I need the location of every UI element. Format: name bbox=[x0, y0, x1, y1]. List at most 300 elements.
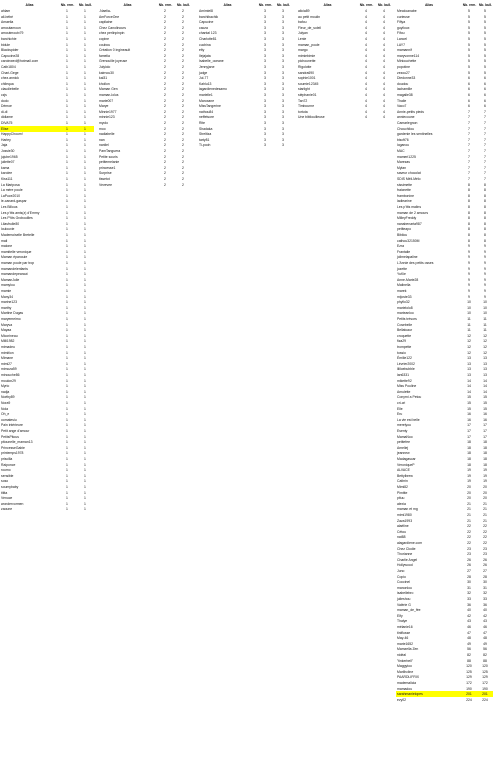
nb-bull-cell: 3 bbox=[282, 132, 284, 137]
nb-rem-cell: 8 bbox=[468, 216, 470, 221]
nb-bull-cell: 5 bbox=[484, 53, 486, 58]
nb-rem-cell: 1 bbox=[66, 53, 68, 58]
nb-bull-cell: 5 bbox=[484, 42, 486, 47]
nb-bull-cell: 21 bbox=[483, 501, 487, 506]
nb-rem-cell: 4 bbox=[365, 87, 367, 92]
nb-bull-cell: 1 bbox=[84, 490, 86, 495]
nb-bull-cell: 1 bbox=[84, 109, 86, 114]
nb-rem-cell: 1 bbox=[66, 468, 68, 473]
nb-rem-cell: 5 bbox=[468, 20, 470, 25]
column-header-alias: Alias bbox=[123, 3, 132, 7]
nb-bull-cell: 4 bbox=[383, 104, 385, 109]
nb-rem-cell: 1 bbox=[66, 31, 68, 36]
nb-bull-cell: 1 bbox=[84, 70, 86, 75]
alias-cell: mali bbox=[1, 238, 8, 243]
alias-cell: soso bbox=[1, 479, 9, 484]
nb-bull-cell: 20 bbox=[483, 485, 487, 489]
nb-bull-cell: 82 bbox=[483, 653, 487, 657]
nb-bull-cell: 3 bbox=[282, 37, 284, 41]
nb-rem-cell: 3 bbox=[264, 93, 266, 97]
alias-cell: le-canard-gaspar bbox=[1, 199, 27, 204]
alias-cell: princesse1 bbox=[99, 165, 116, 170]
alias-cell: Madagascar bbox=[397, 457, 416, 461]
alias-cell: Mimane bbox=[1, 356, 14, 361]
nb-bull-cell: 1 bbox=[84, 389, 86, 394]
nb-bull-cell: 4 bbox=[383, 59, 385, 64]
nb-bull-cell: 19 bbox=[483, 479, 487, 484]
nb-bull-cell: 3 bbox=[282, 76, 284, 81]
nb-rem-cell: 10 bbox=[467, 311, 471, 316]
alias-cell: fiza29 bbox=[397, 339, 407, 344]
nb-bull-cell: 1 bbox=[84, 429, 86, 433]
nb-bull-cell: 3 bbox=[282, 109, 284, 114]
nb-rem-cell: 2 bbox=[164, 76, 166, 81]
nb-bull-cell: 1 bbox=[84, 59, 86, 64]
alias-cell: judge bbox=[199, 70, 208, 75]
alias-cell: Kahlu13 bbox=[199, 81, 212, 86]
nb-bull-cell: 8 bbox=[484, 199, 486, 204]
nb-bull-cell: 2 bbox=[182, 171, 184, 176]
nb-rem-cell: 3 bbox=[264, 104, 266, 109]
nb-bull-cell: 1 bbox=[84, 48, 86, 53]
nb-rem-cell: 20 bbox=[467, 496, 471, 501]
alias-cell: julieshou bbox=[397, 597, 411, 601]
nb-bull-cell: 3 bbox=[282, 104, 284, 109]
nb-bull-cell: 3 bbox=[282, 93, 284, 97]
alias-cell: barchichie bbox=[1, 37, 17, 41]
nb-rem-cell: 4 bbox=[365, 48, 367, 53]
alias-cell: amoutmoutx79 bbox=[1, 31, 24, 36]
nb-bull-cell: 1 bbox=[84, 93, 86, 97]
alias-cell: Chez Canolinours bbox=[99, 25, 126, 30]
alias-cell: Lilasfrulle80 bbox=[1, 221, 20, 226]
alias-cell: Chari-Gege bbox=[1, 70, 19, 75]
nb-bull-cell: 2 bbox=[182, 25, 184, 30]
nb-rem-cell: 46 bbox=[467, 625, 471, 629]
alias-cell: nan bbox=[99, 137, 105, 142]
nb-bull-cell: 1 bbox=[84, 300, 86, 305]
nb-rem-cell: 1 bbox=[66, 160, 68, 165]
nb-bull-cell: 4 bbox=[383, 48, 385, 53]
alias-cell: jeannew bbox=[397, 451, 410, 456]
nb-bull-cell: 1 bbox=[84, 462, 86, 467]
alias-cell: Cétou bbox=[397, 529, 407, 534]
nb-bull-cell: 1 bbox=[84, 496, 86, 501]
nb-rem-cell: 15 bbox=[467, 401, 471, 405]
nb-rem-cell: 4 bbox=[365, 81, 367, 86]
nb-bull-cell: 22 bbox=[483, 529, 487, 534]
nb-bull-cell: 1 bbox=[84, 406, 86, 411]
nb-rem-cell: 10 bbox=[467, 305, 471, 310]
nb-bull-cell: 2 bbox=[182, 42, 184, 47]
nb-rem-cell: 1 bbox=[66, 221, 68, 226]
alias-cell: Raiponce bbox=[1, 462, 16, 467]
nb-rem-cell: 3 bbox=[264, 20, 266, 25]
alias-cell: DIVA75 bbox=[1, 121, 13, 125]
nb-rem-cell: 3 bbox=[264, 143, 266, 148]
alias-cell: manonlou bbox=[397, 585, 412, 590]
nb-rem-cell: 1 bbox=[66, 48, 68, 53]
alias-cell: Jul-77 bbox=[199, 76, 209, 81]
nb-bull-cell: 12 bbox=[483, 350, 487, 355]
nb-rem-cell: 18 bbox=[467, 457, 471, 461]
nb-bull-cell: 88 bbox=[483, 658, 487, 663]
nb-rem-cell: 3 bbox=[264, 42, 266, 47]
alias-cell: Les Billous bbox=[1, 205, 18, 209]
nb-rem-cell: 1 bbox=[66, 356, 68, 361]
alias-cell: mamitelle veronique bbox=[1, 249, 32, 254]
nb-bull-cell: 15 bbox=[483, 395, 487, 400]
nb-rem-cell: 2 bbox=[164, 154, 166, 159]
alias-cell: dodo bbox=[1, 98, 9, 103]
column-header-nb-bull: Nb. bull. bbox=[478, 3, 493, 7]
nb-bull-cell: 1 bbox=[84, 188, 86, 193]
nb-rem-cell: 1 bbox=[66, 423, 68, 428]
nb-rem-cell: 14 bbox=[467, 384, 471, 389]
nb-bull-cell: 6 bbox=[484, 76, 486, 81]
alias-cell: magalie38 bbox=[397, 93, 413, 97]
nb-bull-cell: 48 bbox=[483, 636, 487, 641]
alias-cell: MissTangerine bbox=[199, 104, 221, 109]
nb-rem-cell: 2 bbox=[164, 149, 166, 153]
alias-cell: Nora9 bbox=[1, 401, 11, 405]
nb-rem-cell: 56 bbox=[467, 647, 471, 652]
nb-rem-cell: 120 bbox=[466, 664, 472, 669]
nb-rem-cell: 5 bbox=[468, 59, 470, 64]
nb-bull-cell: 49 bbox=[483, 641, 487, 646]
alias-cell: Elle bbox=[397, 406, 403, 411]
nb-bull-cell: 1 bbox=[84, 65, 86, 69]
nb-rem-cell: 6 bbox=[468, 98, 470, 103]
alias-cell: Les P'tits Grobouilles bbox=[1, 216, 33, 221]
nb-rem-cell: 9 bbox=[468, 289, 470, 293]
nb-rem-cell: 17 bbox=[467, 429, 471, 433]
alias-cell: kairnou30 bbox=[99, 70, 114, 75]
alias-cell: petiteapo bbox=[397, 227, 411, 232]
alias-cell: Maggytoo bbox=[397, 664, 412, 669]
nb-bull-cell: 3 bbox=[282, 81, 284, 86]
alias-cell: wondervormen bbox=[1, 501, 24, 506]
alias-cell: saveur chocolat bbox=[397, 171, 421, 176]
nb-rem-cell: 5 bbox=[468, 14, 470, 19]
nb-bull-cell: 6 bbox=[484, 81, 486, 86]
column-header-nb-bull: Nb. bull. bbox=[176, 3, 191, 7]
alias-cell: Oh_e bbox=[1, 412, 10, 417]
alias-cell: kama bbox=[1, 165, 10, 170]
nb-rem-cell: 1 bbox=[66, 429, 68, 433]
nb-rem-cell: 1 bbox=[66, 188, 68, 193]
alias-cell: mimadeu bbox=[1, 345, 15, 349]
nb-bull-cell: 13 bbox=[483, 373, 487, 377]
nb-rem-cell: 5 bbox=[468, 9, 470, 13]
alias-cell: tarty81 bbox=[199, 137, 210, 142]
nb-rem-cell: 6 bbox=[468, 104, 470, 109]
alias-cell: nathou84 bbox=[199, 109, 214, 114]
nb-rem-cell: 1 bbox=[66, 115, 68, 120]
nb-bull-cell: 9 bbox=[484, 272, 486, 277]
alias-cell: mamandelenfants bbox=[1, 266, 28, 271]
alias-cell: maryemeimo bbox=[1, 317, 21, 321]
nb-rem-cell: 1 bbox=[66, 479, 68, 484]
alias-cell: Création 0 ingineault bbox=[99, 48, 131, 53]
nb-bull-cell: 6 bbox=[484, 87, 486, 92]
nb-rem-cell: 32 bbox=[467, 591, 471, 596]
nb-bull-cell: 1 bbox=[84, 417, 86, 422]
nb-bull-cell: 17 bbox=[483, 429, 487, 433]
nb-rem-cell: 20 bbox=[467, 485, 471, 489]
alias-cell: Surprise bbox=[99, 171, 112, 176]
nb-rem-cell: 11 bbox=[467, 328, 471, 333]
nb-rem-cell: 1 bbox=[66, 205, 68, 209]
nb-bull-cell: 1 bbox=[84, 227, 86, 232]
nb-bull-cell: 9 bbox=[484, 249, 486, 254]
nb-rem-cell: 4 bbox=[365, 37, 367, 41]
nb-rem-cell: 1 bbox=[66, 457, 68, 461]
nb-bull-cell: 1 bbox=[84, 115, 86, 120]
alias-cell: coubou bbox=[99, 42, 111, 47]
nb-bull-cell: 1 bbox=[84, 457, 86, 461]
alias-cell: czjs bbox=[1, 93, 7, 97]
nb-rem-cell: 1 bbox=[66, 14, 68, 19]
nb-bull-cell: 1 bbox=[84, 311, 86, 316]
nb-bull-cell: 12 bbox=[483, 333, 487, 338]
nb-rem-cell: 7 bbox=[468, 121, 470, 125]
nb-rem-cell: 1 bbox=[66, 98, 68, 103]
nb-bull-cell: 1 bbox=[84, 199, 86, 204]
nb-bull-cell: 2 bbox=[182, 70, 184, 75]
nb-rem-cell: 9 bbox=[468, 261, 470, 265]
nb-rem-cell: 13 bbox=[467, 367, 471, 372]
nb-rem-cell: 9 bbox=[468, 294, 470, 299]
nb-rem-cell: 7 bbox=[468, 132, 470, 137]
alias-cell: elty bbox=[199, 48, 205, 53]
nb-bull-cell: 17 bbox=[483, 434, 487, 439]
nb-rem-cell: 27 bbox=[467, 569, 471, 573]
alias-cell: moulon29 bbox=[1, 378, 16, 383]
alias-cell: guyiloux bbox=[397, 25, 410, 30]
alias-cell: nanliel bbox=[99, 143, 109, 148]
nb-rem-cell: 8 bbox=[468, 182, 470, 187]
nb-bull-cell: 7 bbox=[484, 165, 486, 170]
nb-rem-cell: 2 bbox=[164, 81, 166, 86]
nb-rem-cell: 47 bbox=[467, 630, 471, 635]
nb-bull-cell: 1 bbox=[84, 345, 86, 349]
alias-cell: sensible bbox=[1, 473, 14, 478]
alias-cell: mijoste33 bbox=[397, 294, 412, 299]
nb-rem-cell: 4 bbox=[365, 115, 367, 120]
alias-cell: Ti-pooh bbox=[199, 143, 211, 148]
nb-bull-cell: 2 bbox=[182, 160, 184, 165]
column-header-nb-rem: Nb. rem. bbox=[60, 3, 75, 7]
alias-cell: marielolo8 bbox=[397, 305, 413, 310]
nb-rem-cell: 2 bbox=[164, 31, 166, 36]
alias-cell: Fifiya bbox=[397, 20, 406, 25]
nb-rem-cell: 10 bbox=[467, 300, 471, 305]
alias-cell: PetitsPitous bbox=[1, 434, 19, 439]
nb-rem-cell: 5 bbox=[468, 70, 470, 75]
column-header-alias: Alias bbox=[323, 3, 332, 7]
nb-rem-cell: 1 bbox=[66, 339, 68, 344]
nb-bull-cell: 5 bbox=[484, 31, 486, 36]
nb-rem-cell: 1 bbox=[66, 317, 68, 321]
nb-bull-cell: 11 bbox=[483, 322, 487, 327]
nb-rem-cell: 26 bbox=[467, 563, 471, 568]
alias-cell: mamandepearaut bbox=[1, 272, 28, 277]
alias-cell: Jennyjane bbox=[199, 65, 215, 69]
nb-bull-cell: 2 bbox=[182, 48, 184, 53]
nb-rem-cell: 1 bbox=[66, 384, 68, 389]
nb-bull-cell: 1 bbox=[84, 373, 86, 377]
nb-bull-cell: 3 bbox=[282, 115, 284, 120]
nb-bull-cell: 5 bbox=[484, 14, 486, 19]
nb-rem-cell: 1 bbox=[66, 65, 68, 69]
alias-cell: PAARDLIFRIX bbox=[397, 675, 419, 680]
alias-cell: trompette bbox=[397, 345, 412, 349]
nb-bull-cell: 1 bbox=[84, 434, 86, 439]
nb-rem-cell: 6 bbox=[468, 81, 470, 86]
alias-cell: mamannif bbox=[397, 48, 412, 53]
nb-bull-cell: 8 bbox=[484, 238, 486, 243]
nb-rem-cell: 9 bbox=[468, 277, 470, 282]
alias-cell: soumie12345 bbox=[298, 81, 319, 86]
nb-rem-cell: 1 bbox=[66, 233, 68, 237]
alias-cell: lachamille bbox=[397, 87, 413, 92]
nb-bull-cell: 22 bbox=[483, 524, 487, 529]
nb-rem-cell: 4 bbox=[365, 59, 367, 64]
alias-cell: Petit ange d'amour bbox=[1, 429, 30, 433]
nb-rem-cell: 21 bbox=[467, 518, 471, 523]
nb-bull-cell: 1 bbox=[84, 238, 86, 243]
nb-bull-cell: 1 bbox=[84, 479, 86, 484]
nb-bull-cell: 18 bbox=[483, 462, 487, 467]
nb-rem-cell: 8 bbox=[468, 199, 470, 204]
nb-rem-cell: 1 bbox=[66, 149, 68, 153]
nb-rem-cell: 43 bbox=[467, 619, 471, 624]
nb-rem-cell: 1 bbox=[66, 378, 68, 383]
nb-bull-cell: 1 bbox=[84, 193, 86, 198]
nb-rem-cell: 1 bbox=[66, 42, 68, 47]
alias-cell: cacza bbox=[199, 25, 208, 30]
alias-cell: maman_de_fée bbox=[397, 608, 421, 613]
nb-bull-cell: 8 bbox=[484, 188, 486, 193]
nb-bull-cell: 1 bbox=[84, 356, 86, 361]
alias-cell: MAC bbox=[397, 149, 405, 153]
nb-bull-cell: 18 bbox=[483, 440, 487, 445]
nb-bull-cell: 1 bbox=[84, 317, 86, 321]
alias-cell: Valérie G bbox=[397, 602, 411, 607]
alias-cell: VeroniqueP bbox=[397, 462, 415, 467]
nb-bull-cell: 36 bbox=[483, 602, 487, 607]
nb-bull-cell: 1 bbox=[84, 25, 86, 30]
nb-rem-cell: 1 bbox=[66, 305, 68, 310]
nb-rem-cell: 23 bbox=[467, 546, 471, 551]
nb-bull-cell: 1 bbox=[84, 451, 86, 456]
nb-rem-cell: 129 bbox=[466, 675, 472, 680]
alias-cell: Une bibliouilleuse bbox=[298, 115, 325, 120]
alias-cell: ladiearine bbox=[397, 199, 412, 204]
alias-cell: loganou bbox=[397, 143, 410, 148]
nb-bull-cell: 10 bbox=[483, 300, 487, 305]
nb-rem-cell: 12 bbox=[467, 339, 471, 344]
nb-rem-cell: 2 bbox=[164, 25, 166, 30]
alias-cell: Kiss111 bbox=[1, 177, 13, 181]
alias-cell: Amulette bbox=[397, 389, 411, 394]
nb-rem-cell: 8 bbox=[468, 193, 470, 198]
nb-rem-cell: 18 bbox=[467, 462, 471, 467]
nb-rem-cell: 1 bbox=[66, 401, 68, 405]
nb-bull-cell: 1 bbox=[84, 216, 86, 221]
nb-rem-cell: 82 bbox=[467, 653, 471, 657]
alias-cell: myolo bbox=[99, 121, 109, 125]
nb-rem-cell: 7 bbox=[468, 171, 470, 176]
alias-cell: LAY7 bbox=[397, 42, 406, 47]
nb-bull-cell: 3 bbox=[282, 53, 284, 58]
nb-rem-cell: 6 bbox=[468, 93, 470, 97]
nb-bull-cell: 1 bbox=[84, 76, 86, 81]
alias-cell: SDIS Mèli-Mélo bbox=[397, 177, 421, 181]
nb-rem-cell: 2 bbox=[164, 65, 166, 69]
alias-cell: zezou27 bbox=[397, 70, 410, 75]
nb-bull-cell: 2 bbox=[182, 115, 184, 120]
alias-cell: jolimelapaline bbox=[397, 255, 418, 260]
nb-bull-cell: 2 bbox=[182, 37, 184, 41]
nb-rem-cell: 9 bbox=[468, 244, 470, 249]
nb-bull-cell: 1 bbox=[84, 289, 86, 293]
alias-cell: Capucine bbox=[199, 20, 214, 25]
nb-rem-cell: 15 bbox=[467, 395, 471, 400]
nb-bull-cell: 1 bbox=[84, 244, 86, 249]
nb-rem-cell: 1 bbox=[66, 294, 68, 299]
nb-bull-cell: 1 bbox=[84, 473, 86, 478]
nb-bull-cell: 4 bbox=[383, 31, 385, 36]
nb-rem-cell: 42 bbox=[467, 613, 471, 618]
alias-cell: anniecoune bbox=[397, 115, 415, 120]
nb-rem-cell: 1 bbox=[66, 104, 68, 109]
alias-cell: Bibilou bbox=[397, 233, 408, 237]
nb-bull-cell: 42 bbox=[483, 613, 487, 618]
nb-bull-cell: 1 bbox=[84, 305, 86, 310]
alias-cell: AmForceOne bbox=[99, 14, 120, 19]
nb-rem-cell: 1 bbox=[66, 395, 68, 400]
alias-cell: starlight bbox=[298, 87, 310, 92]
alias-cell: Many34 bbox=[1, 294, 14, 299]
alias-cell: Ezra bbox=[397, 244, 404, 249]
alias-cell: khollon bbox=[99, 81, 110, 86]
nb-rem-cell: 30 bbox=[467, 580, 471, 585]
alias-cell: Cath1804 bbox=[1, 65, 16, 69]
nb-rem-cell: 8 bbox=[468, 221, 470, 226]
nb-rem-cell: 16 bbox=[467, 412, 471, 417]
nb-bull-cell: 3 bbox=[282, 65, 284, 69]
alias-cell: Mademoiselle Bretelle bbox=[1, 233, 35, 237]
nb-bull-cell: 7 bbox=[484, 149, 486, 153]
nb-rem-cell: 1 bbox=[66, 132, 68, 137]
alias-cell: Julylolo bbox=[99, 65, 111, 69]
nb-bull-cell: 13 bbox=[483, 367, 487, 372]
nb-bull-cell: 1 bbox=[84, 143, 86, 148]
nb-rem-cell: 1 bbox=[66, 227, 68, 232]
nb-rem-cell: 7 bbox=[468, 177, 470, 181]
nb-rem-cell: 3 bbox=[264, 81, 266, 86]
nb-rem-cell: 8 bbox=[468, 238, 470, 243]
nb-rem-cell: 4 bbox=[365, 9, 367, 13]
nb-rem-cell: 7 bbox=[468, 126, 470, 131]
alias-cell: Shadaka bbox=[199, 126, 213, 131]
nb-bull-cell: 1 bbox=[84, 401, 86, 405]
alias-cell: maman_poule bbox=[298, 42, 320, 47]
nb-bull-cell: 4 bbox=[383, 70, 385, 75]
alias-cell: Lancel bbox=[397, 37, 407, 41]
